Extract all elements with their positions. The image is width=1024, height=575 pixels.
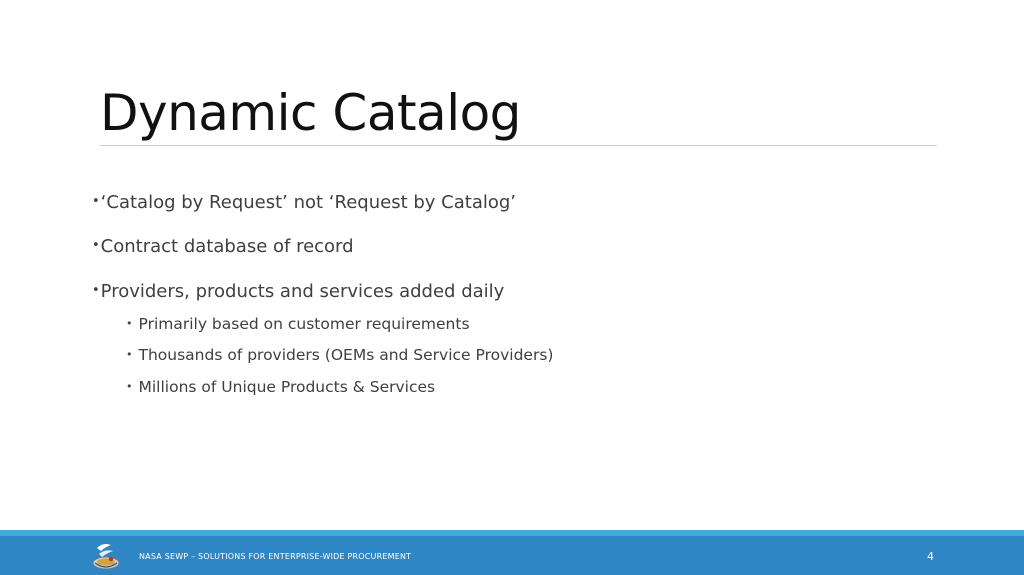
bullet-text: Contract database of record [100,236,354,257]
sub-bullet-text: Thousands of providers (OEMs and Service Providers) [138,346,554,364]
sub-bullet-item [126,378,435,396]
bullet-item [92,236,354,257]
sub-bullet-text: Primarily based on customer requirements [138,315,470,333]
footer-text: NASA SEWP – SOLUTIONS FOR ENTERPRISE-WIDE PROCUREMENT [139,552,412,561]
sub-bullet-text: Millions of Unique Products & Services [138,378,436,396]
sub-bullet-item [126,315,470,333]
sub-bullet-icon: • [126,380,133,393]
bullet-item [92,281,504,302]
bullet-text: ‘Catalog by Request’ not ‘Request by Catalog’ [100,192,517,213]
title-divider [100,145,937,146]
bullet-icon: • [92,194,100,209]
sub-bullet-icon: • [126,348,133,361]
bullet-icon: • [92,283,100,298]
bullet-item [92,192,516,213]
bullet-text: Providers, products and services added daily [100,281,505,302]
bullet-icon: • [92,238,100,253]
slide-title: Dynamic Catalog [100,84,521,142]
sub-bullet-item [126,346,553,364]
sub-bullet-icon: • [126,317,133,330]
nasa-sewp-logo-icon [89,538,123,572]
page-number: 4 [927,550,934,563]
